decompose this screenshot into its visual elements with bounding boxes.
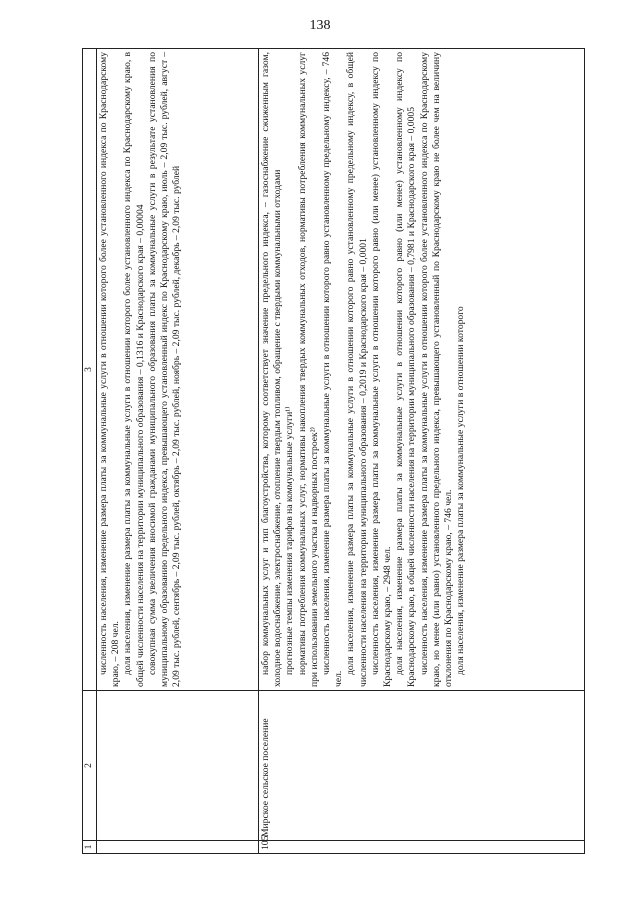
description-paragraph: доля населения, изменение размера платы за коммунальные услуги в отношении которого: [455, 306, 467, 675]
page-number: 138: [309, 18, 331, 33]
row-number-cell: 105: [259, 841, 585, 854]
description-paragraph: нормативы потребления коммунальных услуг, нормативы накопления твердых коммунальных отходов, нормативы потребления коммунальных услуг при использовании земельного участка и надворных построек²⁾: [296, 52, 320, 687]
table-row: [97, 49, 259, 854]
description-paragraph: совокупная сумма увеличения вносимой гражданами муниципального образования платы за коммунальные услуги в результате установления по муниципальному образованию предельного индекса, превышающего установленный индекс по Краснодарскому краю, июль – 2,09 тыс. рублей, август – 2,09 тыс. рублей, сентябрь – 2,09 тыс. рублей, октябрь – 2,09 тыс. рублей, ноябрь – 2,09 тыс. рублей, декабрь – 2,09 тыс. рублей: [146, 52, 183, 687]
header-cell-2: 2: [83, 691, 97, 841]
description-cell: [259, 49, 585, 691]
document-table: [82, 48, 585, 854]
row-number-cell: [97, 841, 259, 854]
municipality-name-cell: Мирское сельское поселение: [259, 691, 585, 841]
description-paragraph: численность населения, изменение размера платы за коммунальные услуги в отношении которого более установленного индекса по Краснодарскому краю, но менее (или равно) установленного предельного индекса, превышающего установленный по Краснодарскому краю не более чем на величину отклонения по Краснодарскому краю, – 746 чел.: [418, 52, 455, 687]
municipality-name-cell: [97, 691, 259, 841]
header-cell-3: 3: [83, 49, 97, 691]
description-paragraph: доля населения, изменение размера платы за коммунальные услуги в отношении которого более установленного индекса по Краснодарскому краю, в общей численности населения на территории муниципального образования – 0,1316 и Краснодарского края – 0,00004: [122, 52, 146, 687]
description-paragraph: численность населения, изменение размера платы за коммунальные услуги в отношении которого равно (или менее) установленному индексу по Краснодарскому краю, – 2948 чел.: [369, 52, 394, 687]
description-paragraph: численность населения, изменение размера платы за коммунальные услуги в отношении которого равно установленному предельному индексу, – 746 чел.: [321, 52, 345, 687]
description-paragraph: численность населения, изменение размера платы за коммунальные услуги в отношении которого более установленного индекса по Краснодарскому краю, – 208 чел.: [98, 52, 122, 687]
description-paragraph: прогнозные темпы изменения тарифов на коммунальные услуги¹⁾: [284, 406, 296, 675]
header-cell-1: 1: [83, 841, 97, 854]
description-cell: [97, 49, 259, 691]
rotated-page-content: [82, 49, 585, 854]
table-row: [259, 49, 585, 854]
table-header-row: [83, 49, 97, 854]
description-paragraph: доля населения, изменение размера платы за коммунальные услуги в отношении которого равно установленному предельному индексу, в общей численности населения на территории муниципального образования – 0,2019 и Краснодарского края – 0,0001: [345, 52, 369, 687]
description-paragraph: набор коммунальных услуг и тип благоустройства, которому соответствует значение предельного индекса, – газоснабжение сжиженным газом, холодное водоснабжение, электроснабжение, отопление твердым топливом, обращение с твердыми коммунальными отходами: [260, 52, 284, 687]
description-paragraph: доля населения, изменение размера платы за коммунальные услуги в отношении которого равно (или менее) установленному индексу по Краснодарскому краю, в общей численности населения на территории муниципального образования – 0,7981 и Краснодарского края – 0,0005: [394, 52, 418, 687]
